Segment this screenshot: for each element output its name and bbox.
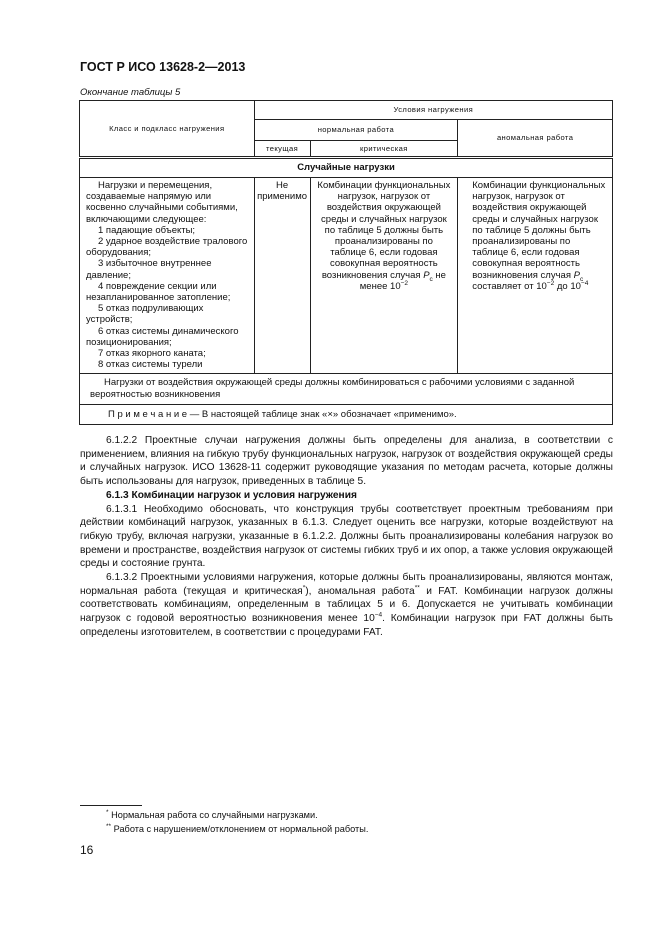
symbol-p: P xyxy=(423,269,430,281)
load-item: 4 повреждение секции или незапланированное затопление; xyxy=(86,280,231,304)
load-item: 8 отказ системы турели xyxy=(98,359,203,371)
current-cell: Не применимо xyxy=(254,178,310,374)
footnote-ref: ** xyxy=(414,584,420,592)
header-critical: критическая xyxy=(310,141,458,158)
header-current: текущая xyxy=(254,141,310,158)
section-heading-6-1-3: 6.1.3 Комбинации нагрузок и условия нагружения xyxy=(106,489,357,501)
paragraph-6-1-2-2: 6.1.2.2 Проектные случаи нагружения должны быть определены для анализа, в соответствии с применением, влияния на гибкую трубу функциональных нагрузок, нагрузок от воздействия окружающей среды и случайных нагрузок. ИСО 13628-11 содержит руководящие указания по методам расчета, которые должны быть использованы для нагрузок, приведенных в таблице 5. xyxy=(80,435,613,488)
footnote-text: Нормальная работа со случайными нагрузками. xyxy=(111,810,318,820)
critical-cell xyxy=(310,178,458,374)
footnote-1 xyxy=(106,810,318,820)
load-item: 2 ударное воздействие тралового оборудования; xyxy=(86,236,248,259)
abnormal-mid: до 10 xyxy=(556,280,581,292)
paragraph-6-1-3-1: 6.1.3.1 Необходимо обосновать, что конструкция трубы соответствует проектным требованиям при действии комбинаций нагрузок, указанных в 6.1.3. Следует оценить все нагрузки, которые воздействуют на гибкую трубу, включая нагрузки, указанные в 6.1.2.2. Должны быть проанализированы колебания нагрузок во времени и пространстве, воздействия нагрузок от системы гибких труб и их опор, а также условия окружающей среды и состояние грунта. xyxy=(80,503,613,570)
p3-part-c: и FAT. Комбинации нагрузок должны соответствовать комбинациям, определенным в таблицах 5 и 6. Допускается не учитывать комбинации нагрузок с годовой вероятностью возникновения менее 10 xyxy=(80,585,613,625)
header-normal-operation: нормальная работа xyxy=(254,120,458,141)
body-text xyxy=(80,434,613,640)
note-label: П р и м е ч а н и е xyxy=(108,408,188,420)
critical-tail: не менее 10 xyxy=(359,269,446,292)
header-load-conditions: Условия нагружения xyxy=(254,101,612,120)
load-conditions-table xyxy=(79,100,613,425)
footnote-ref: * xyxy=(302,584,306,592)
page-number: 16 xyxy=(80,843,94,857)
critical-text: Комбинации функциональных нагрузок, нагрузок от воздействия окружающей среды и случайных нагрузок по таблице 5 должны быть проанализированы по таблице 6, если годовая совокупная вероятность возникновения случая xyxy=(317,180,451,281)
combined-note-row xyxy=(80,374,613,404)
symbol-sub: c xyxy=(429,275,433,283)
header-abnormal-operation: аномальная работа xyxy=(458,120,613,158)
combined-note: Нагрузки от воздействия окружающей среды должны комбинироваться с рабочими условиями с заданной вероятностью возникновения xyxy=(90,377,575,400)
paragraph-6-1-3-2 xyxy=(80,571,613,640)
footnote-text: Работа с нарушением/отклонением от нормальной работы. xyxy=(113,824,369,834)
section-title: Случайные нагрузки xyxy=(80,158,613,178)
abnormal-cell xyxy=(458,178,613,374)
load-class-cell xyxy=(80,178,255,374)
document-header: ГОСТ Р ИСО 13628-2—2013 xyxy=(80,60,246,74)
symbol-p: P xyxy=(573,269,580,281)
footnote-divider xyxy=(80,805,142,806)
table-caption: Окончание таблицы 5 xyxy=(80,87,181,98)
footnote-mark: ** xyxy=(106,822,112,830)
exponent: −4 xyxy=(580,279,589,287)
footnote-mark: * xyxy=(106,808,109,816)
exponent: −2 xyxy=(400,279,409,287)
abnormal-tail: составляет от 10 xyxy=(472,280,547,292)
p3-part-a: 6.1.3.2 Проектными условиями нагружения, которые должны быть проанализированы, являются монтаж, нормальная работа (текущая и критическая xyxy=(80,572,613,597)
load-item: 6 отказ системы динамического позиционирования; xyxy=(86,325,239,348)
table-note-row xyxy=(80,404,613,424)
load-class-intro: Нагрузки и перемещения, создаваемые напрямую или косвенно случайными событиями, включающими следующее: xyxy=(86,180,238,225)
p3-part-b: ), аномальная работа xyxy=(305,585,415,597)
load-item: 7 отказ якорного каната; xyxy=(98,348,206,360)
exponent: −4 xyxy=(374,611,383,619)
load-item: 1 падающие объекты; xyxy=(98,224,196,236)
header-load-class: Класс и подкласс нагружения xyxy=(80,101,255,158)
footnote-2 xyxy=(106,824,368,834)
load-item: 5 отказ подруливающих устройств; xyxy=(86,303,204,326)
exponent: −2 xyxy=(546,279,555,287)
p3-part-d: . Комбинации нагрузок при FAT должны быть определены изготовителем, в соответствии с процедурами FAT. xyxy=(80,613,613,638)
load-item: 3 избыточное внутреннее давление; xyxy=(86,258,212,281)
abnormal-text: Комбинации функциональных нагрузок, нагрузок от воздействия окружающей среды и случайных нагрузок по таблице 5 должны быть проанализированы по таблице 6, если годовая совокупная вероятность возникновения случая xyxy=(472,180,606,281)
symbol-sub: c xyxy=(579,275,584,283)
note-text: — В настоящей таблице знак «×» обозначает «применимо». xyxy=(189,408,457,420)
